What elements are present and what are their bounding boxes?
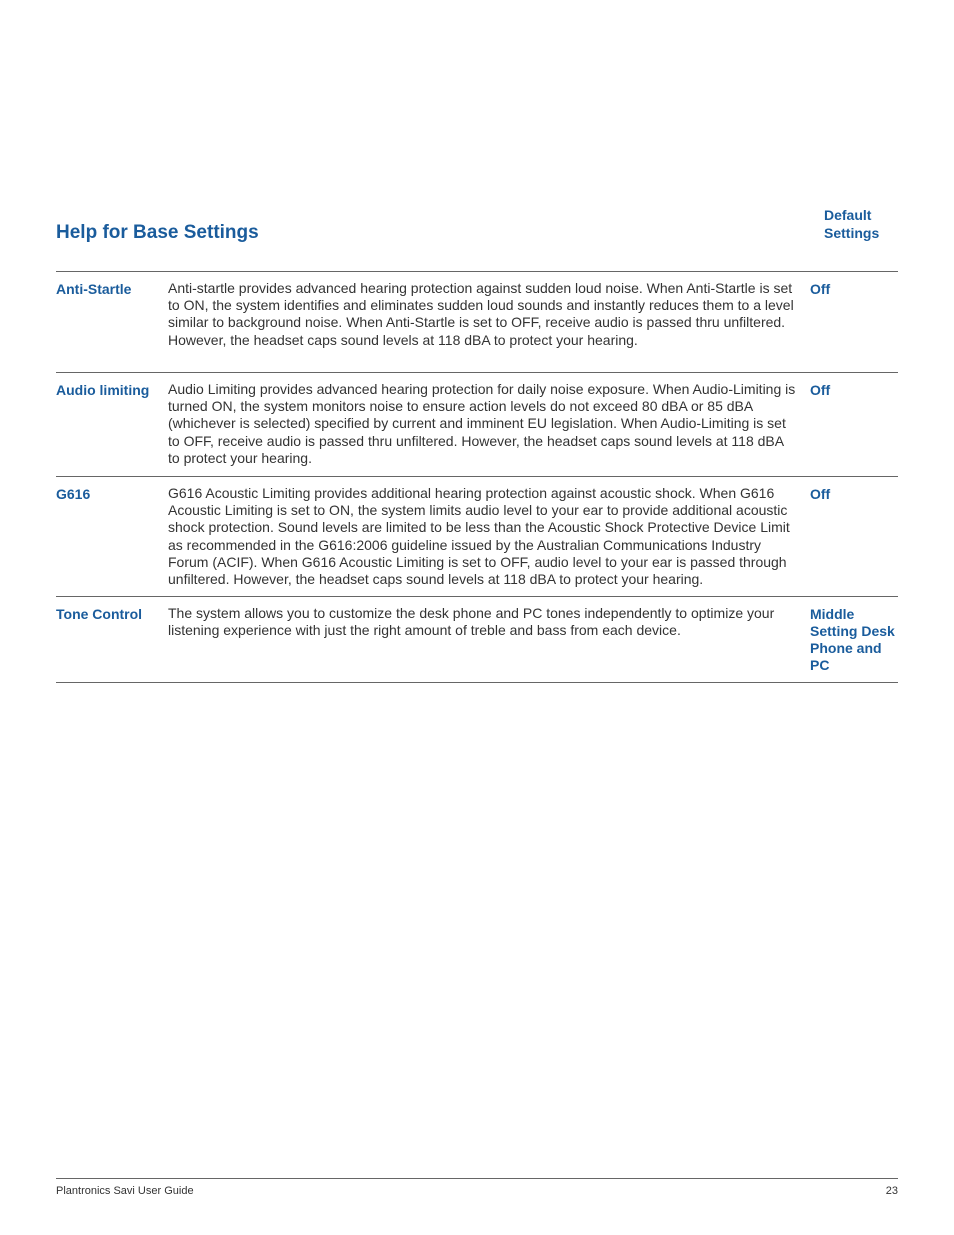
setting-description-anti-startle: Anti-startle provides advanced hearing protection against sudden loud noise. When Anti-Startle is set to ON, the system identifies and eliminates sudden loud sounds and instantly reduces them to a level similar to background noise. When Anti-Startle is set to OFF, receive audio is passed thru unfiltered. However, the headset caps sound levels at 118 dBA to protect your hearing. [168,280,794,348]
table-row [56,272,898,373]
setting-default-anti-startle: Off [810,281,831,297]
footer-guide-title: Plantronics Savi User Guide [56,1185,194,1197]
setting-label-g616: G616 [56,486,91,502]
table-row [56,373,898,477]
setting-description-tone-control: The system allows you to customize the desk phone and PC tones independently to optimize your listening experience with just the right amount of treble and bass from each device. [168,605,775,639]
page-title: Help for Base Settings [56,222,259,243]
setting-label-tone-control: Tone Control [56,606,143,622]
setting-description-audio-limiting: Audio Limiting provides advanced hearing protection for daily noise exposure. When Audio-Limiting is turned ON, the system monitors noise to ensure action levels do not exceed 80 dBA or 85 dBA (whichever is selected) specified by current and imminent EU legislation. When Audio-Limiting is set to OFF, receive audio is passed thru unfiltered. However, the headset caps sound levels at 118 dBA to protect your hearing. [168,381,796,466]
settings-table [56,271,898,683]
setting-default-tone-control: Middle Setting Desk Phone and PC [810,606,895,673]
setting-label-anti-startle: Anti-Startle [56,281,132,297]
setting-default-audio-limiting: Off [810,382,831,398]
page-footer [56,1178,898,1197]
table-row [56,597,898,683]
setting-description-g616: G616 Acoustic Limiting provides additional hearing protection against acoustic shock. When G616 Acoustic Limiting is set to ON, the system limits audio level to your ear to provide additional acoustic shock protection. Sound levels are limited to be less than the Acoustic Shock Protective Device Limit as recommended in the G616:2006 guideline issued by the Australian Communications Industry Forum (ACIF). When G616 Acoustic Limiting is set to OFF, audio level to your ear is passed through unfiltered. However, the headset caps sound levels at 118 dBA to protect your hearing. [168,485,790,588]
setting-default-g616: Off [810,486,831,502]
table-row [56,477,898,597]
default-settings-header: Default Settings [824,207,880,241]
setting-label-audio-limiting: Audio limiting [56,382,150,398]
page-number: 23 [885,1185,898,1197]
